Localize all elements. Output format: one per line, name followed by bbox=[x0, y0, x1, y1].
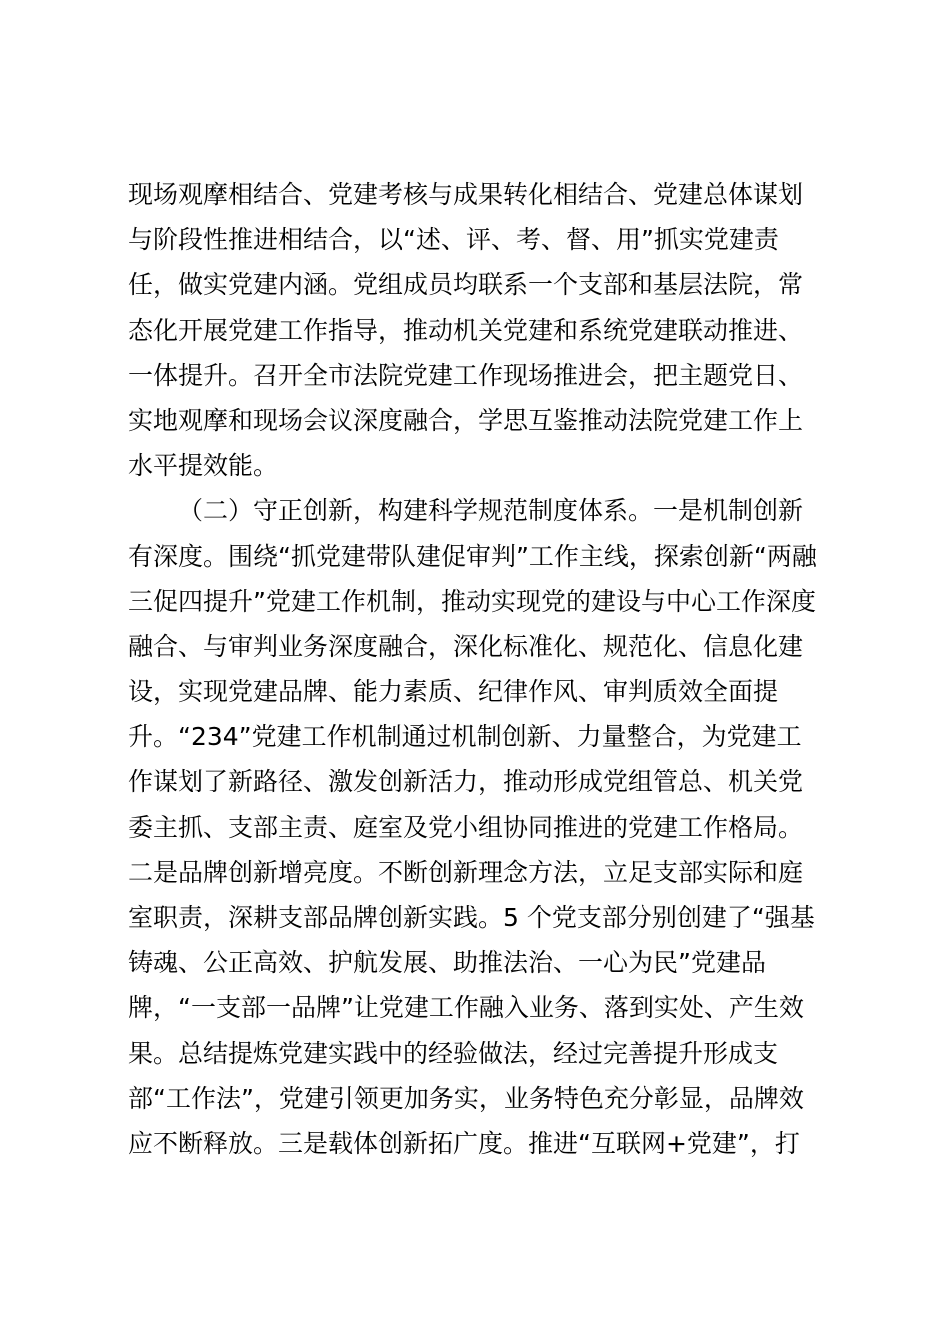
section-heading-line: （二）守正创新，构建科学规范制度体系。一是机制创新 bbox=[178, 496, 804, 526]
text-line: 有深度。围绕“抓党建带队建促审判”工作主线，探索创新“两融 bbox=[128, 541, 817, 571]
text-line: 水平提效能。 bbox=[128, 451, 279, 481]
text-line: 融合、与审判业务深度融合，深化标准化、规范化、信息化建 bbox=[128, 631, 804, 661]
text-line: 态化开展党建工作指导，推动机关党建和系统党建联动推进、 bbox=[128, 315, 804, 345]
text-line: 二是品牌创新增亮度。不断创新理念方法，立足支部实际和庭 bbox=[128, 857, 804, 887]
text-line: 三促四提升”党建工作机制，推动实现党的建设与中心工作深度 bbox=[128, 586, 816, 616]
text-line: 一体提升。召开全市法院党建工作现场推进会，把主题党日、 bbox=[128, 360, 804, 390]
text-line: 果。总结提炼党建实践中的经验做法，经过完善提升形成支 bbox=[128, 1038, 779, 1068]
text-line: 应不断释放。三是载体创新拓广度。推进“互联网+党建”，打 bbox=[128, 1128, 800, 1158]
text-line: 铸魂、公正高效、护航发展、助推法治、一心为民”党建品 bbox=[128, 948, 766, 978]
text-line: 部“工作法”，党建引领更加务实，业务特色充分彰显，品牌效 bbox=[128, 1083, 804, 1113]
text-line: 升。“234”党建工作机制通过机制创新、力量整合，为党建工 bbox=[128, 722, 802, 752]
text-line: 牌，“一支部一品牌”让党建工作融入业务、落到实处、产生效 bbox=[128, 993, 804, 1023]
text-line: 设，实现党建品牌、能力素质、纪律作风、审判质效全面提 bbox=[128, 677, 779, 707]
text-line: 委主抓、支部主责、庭室及党小组协同推进的党建工作格局。 bbox=[128, 812, 804, 842]
text-line: 与阶段性推进相结合，以“述、评、考、督、用”抓实党建责 bbox=[128, 225, 779, 255]
text-line: 任，做实党建内涵。党组成员均联系一个支部和基层法院，常 bbox=[128, 270, 804, 300]
text-line: 室职责，深耕支部品牌创新实践。5 个党支部分别创建了“强基 bbox=[128, 903, 815, 932]
text-line: 实地观摩和现场会议深度融合，学思互鉴推动法院党建工作上 bbox=[128, 405, 804, 435]
text-line: 现场观摩相结合、党建考核与成果转化相结合、党建总体谋划 bbox=[128, 180, 804, 209]
text-line: 作谋划了新路径、激发创新活力，推动形成党组管总、机关党 bbox=[128, 767, 804, 797]
body-text bbox=[128, 172, 833, 1166]
